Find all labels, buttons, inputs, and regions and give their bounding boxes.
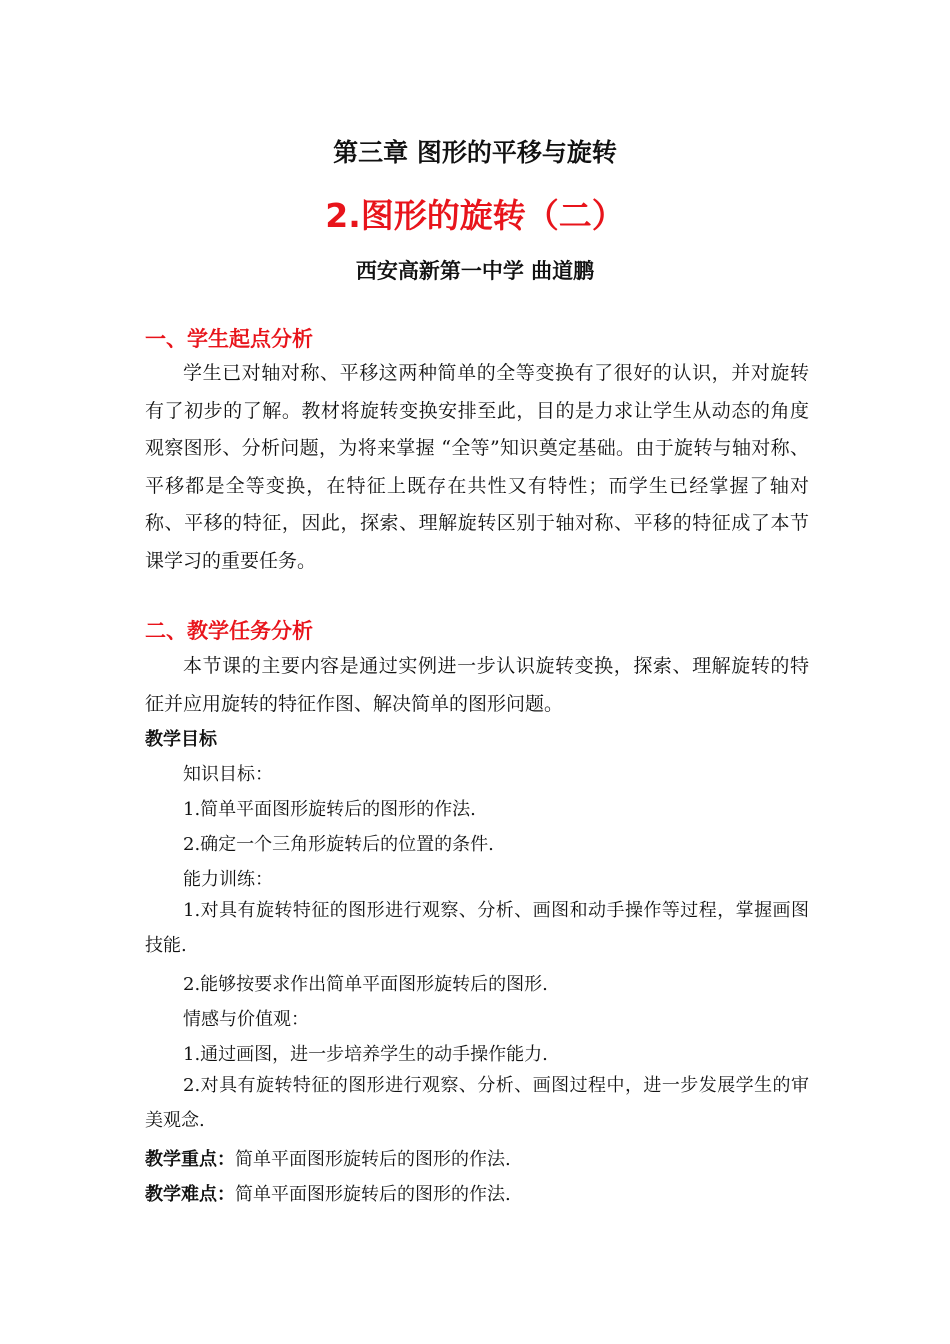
ability-goal-label: 能力训练： xyxy=(183,869,273,890)
difficulty-text: 简单平面图形旋转后的图形的作法. xyxy=(235,1184,511,1205)
emotion-goal-item: 2.对具有旋转特征的图形进行观察、分析、画图过程中，进一步发展学生的审美观念. xyxy=(145,1075,809,1131)
section-heading-student-start: 一、学生起点分析 xyxy=(145,327,313,351)
knowledge-goal-item: 2.确定一个三角形旋转后的位置的条件. xyxy=(183,834,494,855)
lesson-title: 2.图形的旋转（二） xyxy=(325,196,625,235)
author-line: 西安高新第一中学 曲道鹏 xyxy=(355,259,595,283)
goals-label: 教学目标 xyxy=(145,729,217,750)
knowledge-goal-label: 知识目标： xyxy=(183,764,273,785)
section-heading-task-analysis: 二、教学任务分析 xyxy=(145,619,313,643)
difficulty-label: 教学难点： xyxy=(145,1184,235,1205)
ability-goal-item: 1.对具有旋转特征的图形进行观察、分析、画图和动手操作等过程，掌握画图技能. xyxy=(145,900,809,956)
difficulty-line xyxy=(145,1180,511,1206)
emotion-goal-item: 1.通过画图，进一步培养学生的动手操作能力. xyxy=(183,1044,548,1065)
chapter-heading: 第三章 图形的平移与旋转 xyxy=(333,138,617,167)
knowledge-goal-item: 1.简单平面图形旋转后的图形的作法. xyxy=(183,799,476,820)
key-point-text: 简单平面图形旋转后的图形的作法. xyxy=(235,1149,511,1170)
ability-goal-item: 2.能够按要求作出简单平面图形旋转后的图形. xyxy=(183,974,548,995)
paragraph-task-analysis: 本节课的主要内容是通过实例进一步认识旋转变换，探索、理解旋转的特征并应用旋转的特征作图、解决简单的图形问题。 xyxy=(145,655,809,715)
paragraph-student-start: 学生已对轴对称、平移这两种简单的全等变换有了很好的认识，并对旋转有了初步的了解。教材将旋转变换安排至此，目的是力求让学生从动态的角度观察图形、分析问题，为将来掌握 “全等”知识奠定基础。由于旋转与轴对称、平移都是全等变换，在特征上既存在共性又有特性；而学生已经掌握了轴对称、平移的特征，因此，探索、理解旋转区别于轴对称、平移的特征成了本节课学习的重要任务。 xyxy=(145,362,809,572)
emotion-goal-label: 情感与价值观： xyxy=(183,1009,309,1030)
key-point-label: 教学重点： xyxy=(145,1149,235,1170)
key-point-line xyxy=(145,1145,511,1171)
